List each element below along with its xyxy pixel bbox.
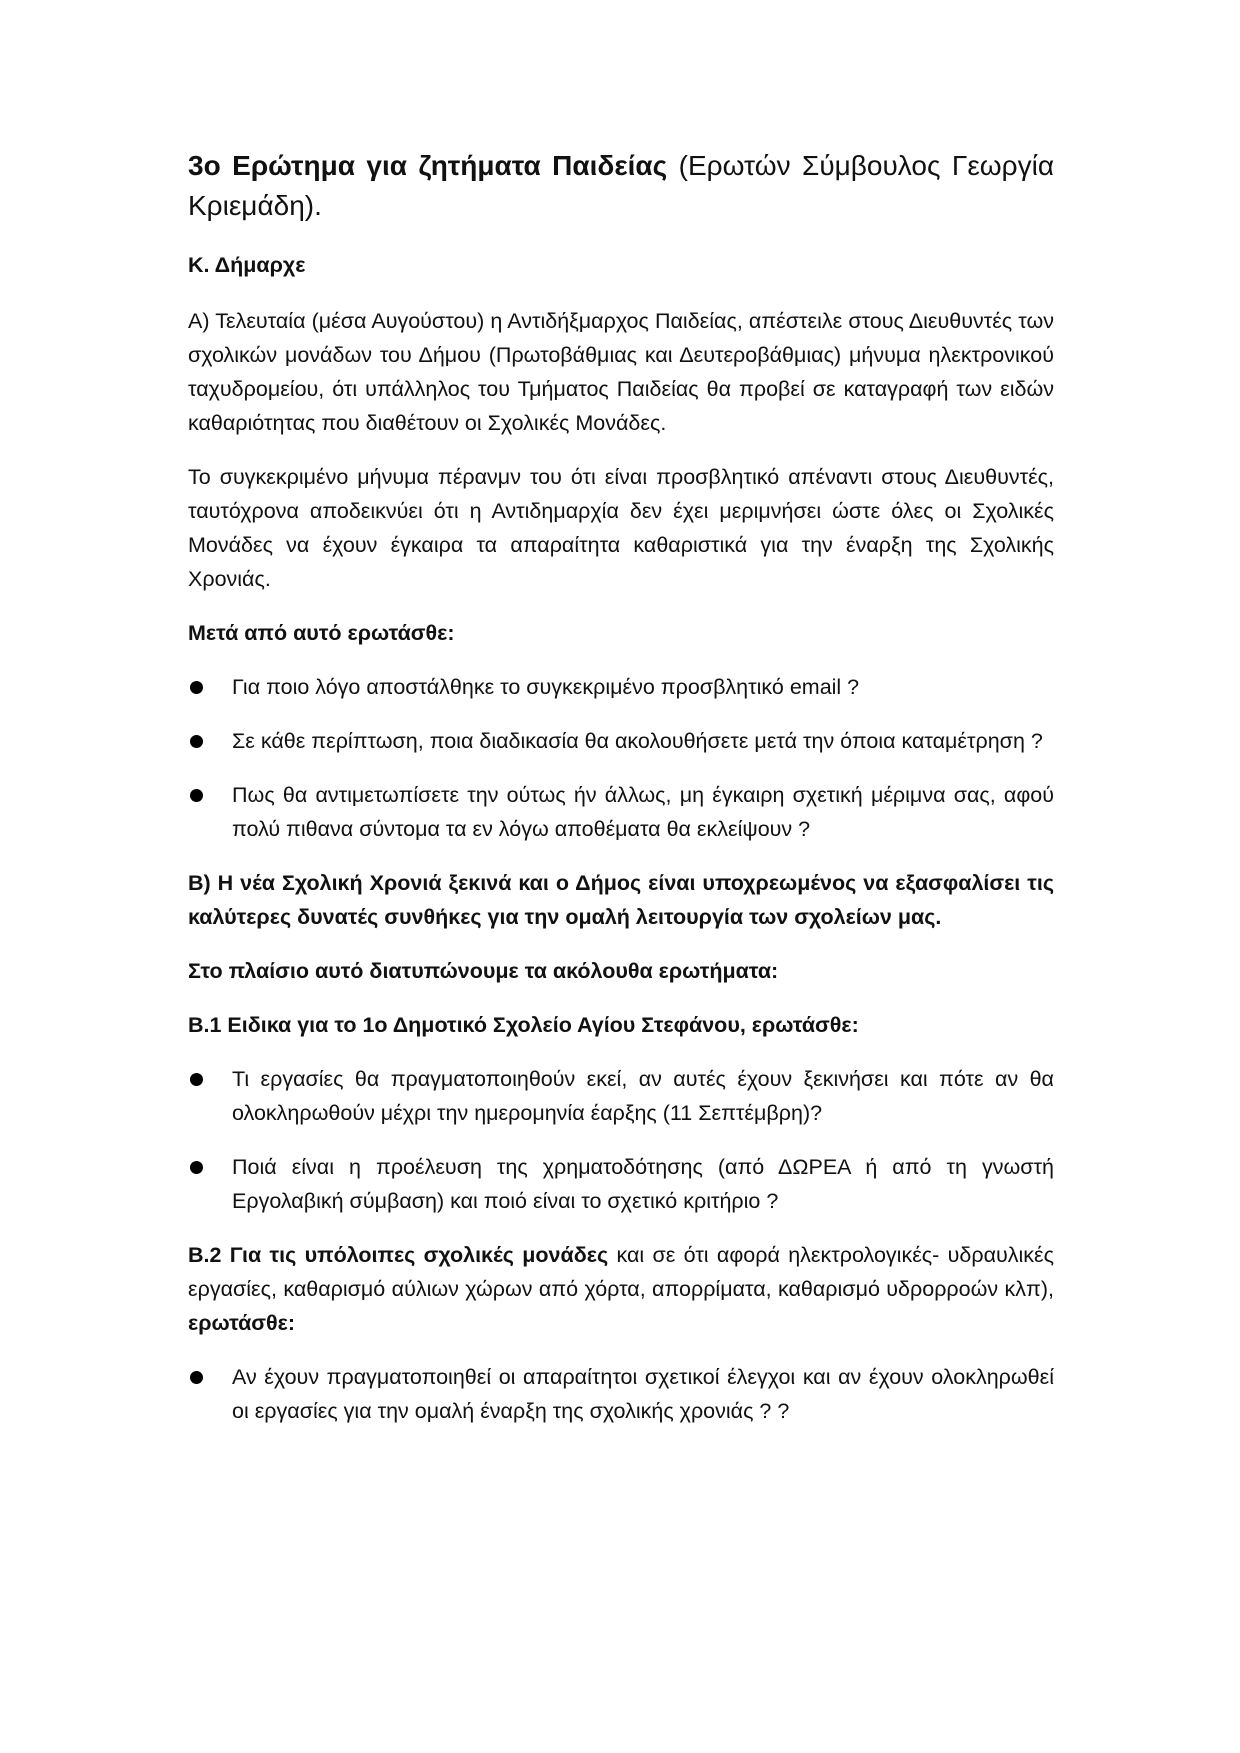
- section-b2-ask: ερωτάσθε:: [188, 1311, 295, 1335]
- list-item: [188, 1062, 1054, 1130]
- bullet-icon: [190, 1161, 203, 1174]
- list-item: [188, 1150, 1054, 1218]
- section-b1-questions: [188, 1062, 1054, 1218]
- list-item: [188, 778, 1054, 846]
- bullet-icon: [190, 789, 203, 802]
- bullet-icon: [190, 735, 203, 748]
- section-b2-title: Β.2 Για τις υπόλοιπες σχολικές μονάδες: [188, 1243, 609, 1267]
- question-text: Σε κάθε περίπτωση, ποια διαδικασία θα ακολουθήσετε μετά την όποια καταμέτρηση ?: [232, 729, 1043, 753]
- question-text: Για ποιο λόγο αποστάλθηκε το συγκεκριμένο προσβλητικό email ?: [232, 675, 860, 699]
- list-item: [188, 670, 1054, 704]
- section-b-intro: Β) Η νέα Σχολική Χρονιά ξεκινά και ο Δήμος είναι υποχρεωμένος να εξασφαλίσει τις καλύτερες δυνατές συνθήκες για την ομαλή λειτουργία των σχολείων μας.: [188, 871, 1054, 929]
- question-text: Ποιά είναι η προέλευση της χρηματοδότησης (από ΔΩΡΕΑ ή από τη γνωστή Εργολαβική σύμβαση) και ποιό είναι το σχετικό κριτήριο ?: [232, 1155, 1054, 1213]
- list-item: [188, 1360, 1054, 1428]
- list-item: [188, 724, 1054, 758]
- section-a-paragraph-2: Το συγκεκριμένο μήνυμα πέρανμν του ότι είναι προσβλητικό απέναντι στους Διευθυντές, ταυτόχρονα αποδεικνύει ότι η Αντιδημαρχία δεν έχει μεριμνήσει ώστε όλες οι Σχολικές Μονάδες να έχουν έγκαιρα τα απαραίτητα καθαριστικά για την έναρξη της Σχολικής Χρονιάς.: [188, 465, 1054, 591]
- salutation: Κ. Δήμαρχε: [188, 253, 306, 277]
- document-body: [188, 146, 1054, 1448]
- question-text: Τι εργασίες θα πραγματοποιηθούν εκεί, αν αυτές έχουν ξεκινήσει και πότε αν θα ολοκληρωθούν μέχρι την ημερομηνία έαρξης (11 Σεπτέμβρη)?: [232, 1067, 1054, 1125]
- section-b2-paragraph: [188, 1238, 1054, 1340]
- section-a-ask: Μετά από αυτό ερωτάσθε:: [188, 621, 455, 645]
- question-text: Πως θα αντιμετωπίσετε την ούτως ήν άλλως, μη έγκαιρη σχετική μέριμνα σας, αφού πολύ πιθανα σύντομα τα εν λόγω αποθέματα θα εκλείψουν ?: [232, 783, 1054, 841]
- section-a-paragraph-1: Α) Τελευταία (μέσα Αυγούστου) η Αντιδήξμαρχος Παιδείας, απέστειλε στους Διευθυντές των σχολικών μονάδων του Δήμου (Πρωτοβάθμιας και Δευτεροβάθμιας) μήνυμα ηλεκτρονικού ταχυδρομείου, ότι υπάλληλος του Τμήματος Παιδείας θα προβεί σε καταγραφή των ειδών καθαριότητας που διαθέτουν οι Σχολικές Μονάδες.: [188, 309, 1054, 435]
- question-text: Αν έχουν πραγματοποιηθεί οι απαραίτητοι σχετικοί έλεγχοι και αν έχουν ολοκληρωθεί οι εργασίες για την ομαλή έναρξη της σχολικής χρονιάς ? ?: [232, 1365, 1054, 1423]
- question-heading: [188, 146, 1054, 226]
- bullet-icon: [190, 1073, 203, 1086]
- heading-author: (Ερωτών Σύμβουλος Γεωργία Κριεμάδη).: [188, 150, 1055, 221]
- section-a-questions: [188, 670, 1054, 846]
- section-b-context: Στο πλαίσιο αυτό διατυπώνουμε τα ακόλουθα ερωτήματα:: [188, 959, 779, 983]
- bullet-icon: [190, 681, 203, 694]
- section-b2-questions: [188, 1360, 1054, 1428]
- section-b2-text: και σε ότι αφορά ηλεκτρολογικές- υδραυλικές εργασίες, καθαρισμό αύλιων χώρων από χόρτα, απορρίματα, καθαρισμό υδρορροών κλπ),: [188, 1243, 1054, 1301]
- bullet-icon: [190, 1371, 203, 1384]
- heading-title: 3ο Ερώτημα για ζητήματα Παιδείας: [188, 150, 668, 181]
- section-b1-title: Β.1 Ειδικα για το 1ο Δημοτικό Σχολείο Αγίου Στεφάνου, ερωτάσθε:: [188, 1013, 859, 1037]
